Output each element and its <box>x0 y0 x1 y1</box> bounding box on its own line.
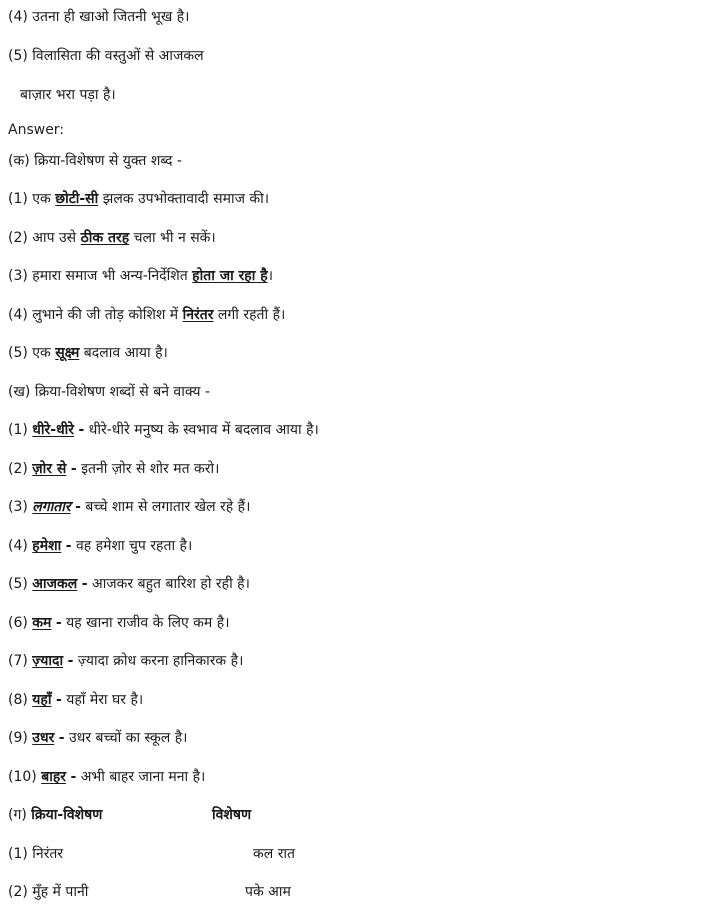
question-number: (4) <box>8 9 28 25</box>
item-pre: हमारा समाज भी अन्य-निर्देशित <box>32 268 188 284</box>
column-header-adverb: क्रिया-विशेषण <box>31 807 103 823</box>
item-pre: एक <box>32 191 51 207</box>
item-keyword: ज़्यादा <box>32 653 64 669</box>
answer-label: Answer: <box>8 122 65 138</box>
section-kh-item-6 <box>8 613 230 633</box>
section-kh-item-8 <box>8 690 143 710</box>
section-kh-item-7 <box>8 651 243 671</box>
row-adverb: मुँह में पानी <box>32 884 89 900</box>
item-number: (7) <box>8 653 28 669</box>
row-number: (2) <box>8 884 28 900</box>
item-sentence: उधर बच्चों का स्कूल है। <box>69 730 188 746</box>
section-k-item-3 <box>8 266 273 286</box>
item-dash: - <box>78 422 85 438</box>
item-post: झलक उपभोक्तावादी समाज की। <box>102 191 270 207</box>
question-5 <box>8 46 204 66</box>
item-post: । <box>267 268 273 284</box>
item-number: (2) <box>8 461 28 477</box>
row-adjective: पके आम <box>245 884 291 900</box>
item-number: (2) <box>8 230 28 246</box>
item-emphasis: होता जा रहा है <box>192 268 268 284</box>
section-kh-item-3 <box>8 497 250 517</box>
item-post: बदलाव आया है। <box>83 345 168 361</box>
item-dash: - <box>70 769 77 785</box>
section-kh-item-10 <box>8 767 205 787</box>
item-number: (8) <box>8 692 28 708</box>
item-emphasis: ठीक तरह <box>80 230 130 246</box>
item-keyword: आजकल <box>32 576 78 592</box>
item-emphasis: निरंतर <box>182 307 214 323</box>
item-post: चला भी न सकें। <box>133 230 216 246</box>
item-emphasis: छोटी-सी <box>55 191 99 207</box>
item-keyword: हमेशा <box>32 538 62 554</box>
item-emphasis: सूक्ष्म <box>55 345 80 361</box>
item-sentence: धीरे-धीरे मनुष्य के स्वभाव में बदलाव आया है। <box>88 422 319 438</box>
section-k-item-2 <box>8 228 216 248</box>
section-g-row-1 <box>8 844 63 864</box>
item-keyword: कम <box>32 615 52 631</box>
column-header-adjective: विशेषण <box>212 807 252 823</box>
item-number: (3) <box>8 499 28 515</box>
item-dash: - <box>55 615 62 631</box>
item-keyword: उधर <box>32 730 55 746</box>
item-number: (5) <box>8 345 28 361</box>
section-k-item-4 <box>8 305 285 325</box>
item-dash: - <box>65 538 72 554</box>
question-5-continued <box>20 85 116 105</box>
item-number: (4) <box>8 307 28 323</box>
section-kh-item-9 <box>8 728 187 748</box>
item-dash: - <box>55 692 62 708</box>
item-sentence: वह हमेशा चुप रहता है। <box>75 538 193 554</box>
section-g-label: (ग) <box>8 807 27 823</box>
question-text: बाज़ार भरा पड़ा है। <box>20 87 116 103</box>
section-kh-item-4 <box>8 536 192 556</box>
section-k-item-5 <box>8 343 168 363</box>
row-adjective: कल रात <box>253 846 296 862</box>
question-text: विलासिता की वस्तुओं से आजकल <box>32 48 204 64</box>
item-sentence: अभी बाहर जाना मना है। <box>80 769 206 785</box>
item-number: (10) <box>8 769 37 785</box>
item-pre: आप उसे <box>32 230 77 246</box>
section-k-item-1 <box>8 189 269 209</box>
section-g-row-2 <box>8 882 88 902</box>
item-keyword: धीरे-धीरे <box>32 422 75 438</box>
item-sentence: बच्चे शाम से लगातार खेल रहे हैं। <box>85 499 251 515</box>
item-post: लगी रहती हैं। <box>217 307 286 323</box>
item-sentence: यह खाना राजीव के लिए कम है। <box>66 615 230 631</box>
item-number: (5) <box>8 576 28 592</box>
question-4 <box>8 7 189 27</box>
item-keyword: यहाँ <box>32 692 52 708</box>
item-sentence: आजकर बहुत बारिश हो रही है। <box>91 576 250 592</box>
item-sentence: ज़्यादा क्रोध करना हानिकारक है। <box>77 653 244 669</box>
item-number: (3) <box>8 268 28 284</box>
question-text: उतना ही खाओ जितनी भूख है। <box>32 9 190 25</box>
item-dash: - <box>81 576 88 592</box>
section-k-heading: (क) क्रिया-विशेषण से युक्त शब्द - <box>8 153 182 169</box>
section-kh-heading: (ख) क्रिया-विशेषण शब्दों से बने वाक्य - <box>8 384 210 400</box>
question-number: (5) <box>8 48 28 64</box>
item-keyword: बाहर <box>41 769 66 785</box>
item-dash: - <box>70 461 77 477</box>
item-keyword: लगातार <box>32 499 71 515</box>
row-adverb: निरंतर <box>32 846 64 862</box>
section-kh-item-5 <box>8 574 250 594</box>
item-dash: - <box>75 499 81 515</box>
row-number: (1) <box>8 846 28 862</box>
item-sentence: इतनी ज़ोर से शोर मत करो। <box>81 461 220 477</box>
section-g-header <box>8 805 102 825</box>
item-number: (6) <box>8 615 28 631</box>
item-number: (9) <box>8 730 28 746</box>
section-kh-item-2 <box>8 459 219 479</box>
item-pre: लुभाने की जी तोड़ कोशिश में <box>32 307 179 323</box>
item-dash: - <box>67 653 74 669</box>
item-pre: एक <box>32 345 51 361</box>
item-number: (1) <box>8 191 28 207</box>
item-dash: - <box>58 730 65 746</box>
item-number: (4) <box>8 538 28 554</box>
item-keyword: ज़ोर से <box>32 461 67 477</box>
item-sentence: यहाँ मेरा घर है। <box>66 692 144 708</box>
item-number: (1) <box>8 422 28 438</box>
section-kh-item-1 <box>8 420 319 440</box>
